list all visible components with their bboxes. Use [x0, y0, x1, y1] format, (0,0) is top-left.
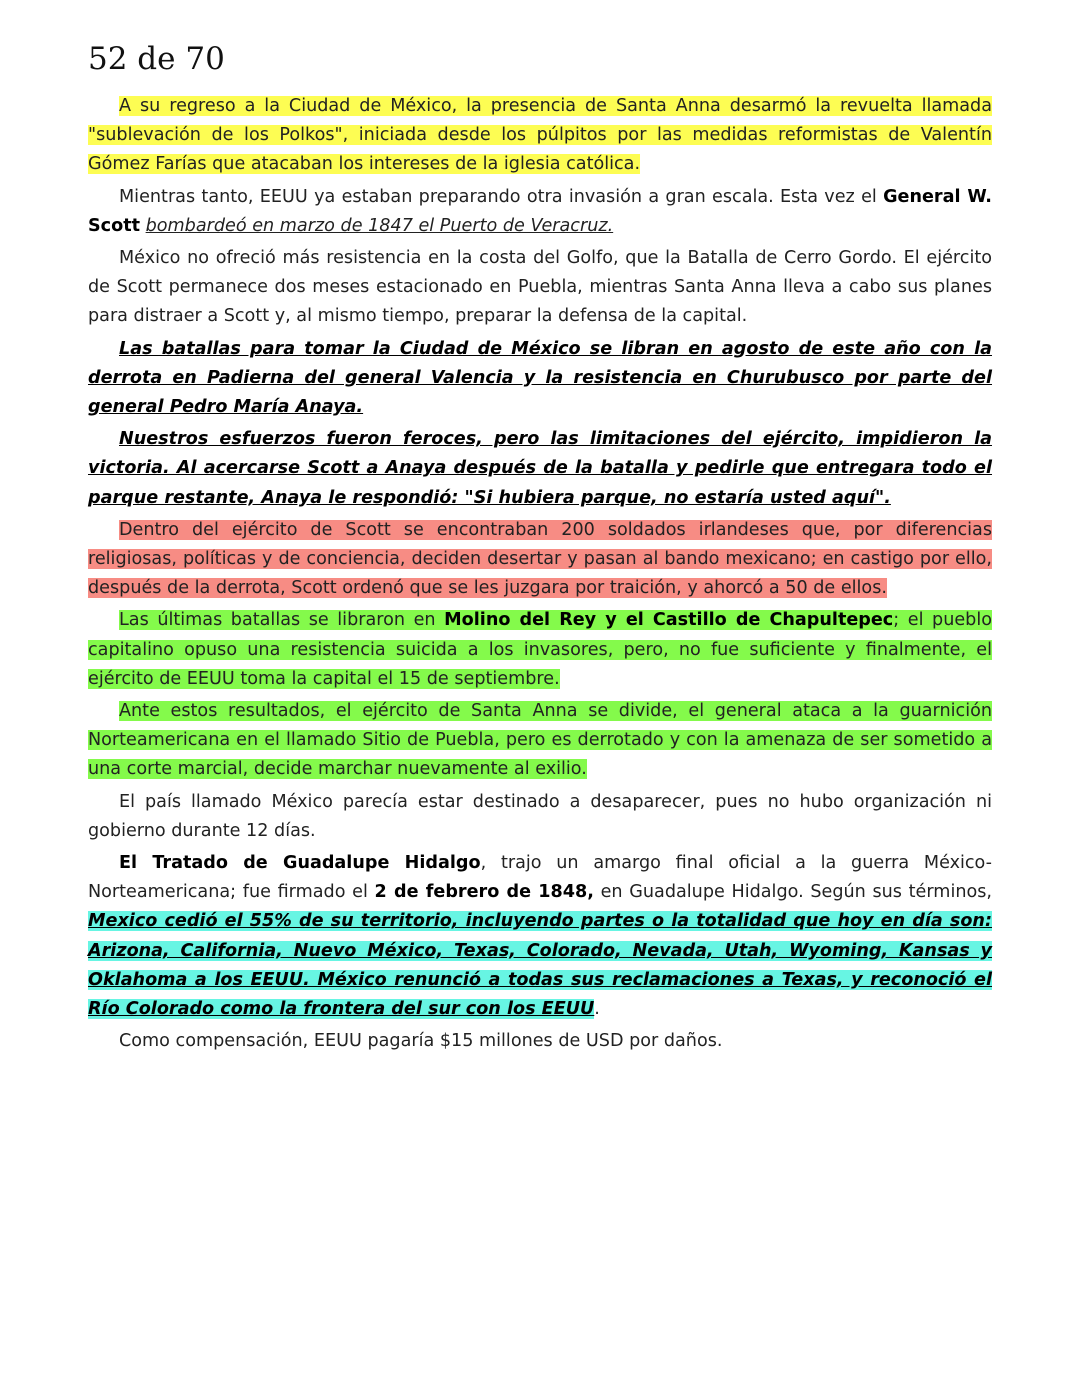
document-page	[88, 38, 992, 1060]
emphasis-batallas: Las batallas para tomar la Ciudad de México se libran en agosto de este año con la derrota en Padierna del general Valencia y la resistencia en Churubusco por parte del general Pedro María Anaya.	[88, 338, 992, 418]
bold-molino-chapultepec: Molino del Rey y el Castillo de Chapultepec	[444, 610, 894, 631]
text-run: Las últimas batallas se libraron en	[119, 610, 445, 631]
text-run: , trajo un amargo final oficial a la guerra México-Norteamericana; fue firmado el	[88, 853, 992, 903]
text-run: en Guadalupe Hidalgo. Según sus términos,	[593, 882, 993, 903]
paragraph-scott-invasion	[88, 183, 992, 241]
highlight-green: Ante estos resultados, el ejército de Santa Anna se divide, el general ataca a la guarnición Norteamericana en el llamado Sitio de Puebla, pero es derrotado y con la amenaza de ser sometido a una corte marcial, decide marchar nuevamente al exilio.	[88, 701, 992, 780]
highlight-cyan-territorio: Mexico cedió el 55% de su territorio, incluyendo partes o la totalidad que hoy en día son: Arizona, California, Nuevo México, Texas, Colorado, Nevada, Utah, Wyoming, Kansas y Oklahoma a los EEUU. México renunció a todas sus reclamaciones a Texas, y reconoció el Río Colorado como la frontera del sur con los EEUU	[88, 911, 992, 1020]
bold-general-scott: General W. Scott	[88, 186, 992, 236]
paragraph-polkos	[88, 92, 992, 180]
text-run: Mientras tanto, EEUU ya estaban preparando otra invasión a gran escala. Esta vez el	[119, 186, 884, 207]
emphasis-anaya-quote: Nuestros esfuerzos fueron feroces, pero las limitaciones del ejército, impidieron la victoria. Al acercarse Scott a Anaya después de la batalla y pedirle que entregara todo el parque restante, Anaya le respondió: "Si hubiera parque, no estaría usted aquí".	[88, 429, 992, 508]
paragraph-cerro-gordo: México no ofreció más resistencia en la costa del Golfo, que la Batalla de Cerro Gordo. El ejército de Scott permanece dos meses estacionado en Puebla, mientras Santa Anna lleva a cabo sus planes para distraer a Scott y, al mismo tiempo, preparar la defensa de la capital.	[88, 248, 992, 327]
text-run: ; el pueblo capitalino opuso una resistencia suicida a los invasores, pero, no fue suficiente y finalmente, el ejército de EEUU toma la capital el 15 de septiembre.	[88, 610, 993, 689]
paragraph-anaya	[88, 425, 992, 513]
highlight-red: Dentro del ejército de Scott se encontraban 200 soldados irlandeses que, por diferencias religiosas, políticas y de conciencia, deciden desertar y pasan al bando mexicano; en castigo por ello, después de la derrota, Scott ordenó que se les juzgara por traición, y ahorcó a 50 de ellos.	[88, 519, 992, 599]
bold-tratado: El Tratado de Guadalupe Hidalgo	[119, 853, 481, 874]
highlight-green	[88, 610, 992, 688]
paragraph-irlandeses	[88, 516, 992, 604]
text-run: .	[594, 999, 600, 1020]
paragraph-sitio-puebla	[88, 697, 992, 785]
bold-fecha: 2 de febrero de 1848,	[374, 882, 594, 903]
italic-underline-veracruz: bombardeó en marzo de 1847 el Puerto de Veracruz.	[145, 215, 614, 236]
paragraph-tratado	[88, 849, 992, 1024]
paragraph-12-dias: El país llamado México parecía estar destinado a desaparecer, pues no hubo organización ni gobierno durante 12 días.	[88, 791, 992, 841]
paragraph-batallas	[88, 335, 992, 423]
highlight-yellow: A su regreso a la Ciudad de México, la presencia de Santa Anna desarmó la revuelta llamada "sublevación de los Polkos", iniciada desde los púlpitos por las medidas reformistas de Valentín Gómez Farías que atacaban los intereses de la iglesia católica.	[88, 96, 992, 175]
paragraph-chapultepec	[88, 606, 992, 694]
page-number: 52 de 70	[88, 41, 225, 77]
paragraph-compensacion: Como compensación, EEUU pagaría $15 millones de USD por daños.	[119, 1031, 723, 1052]
